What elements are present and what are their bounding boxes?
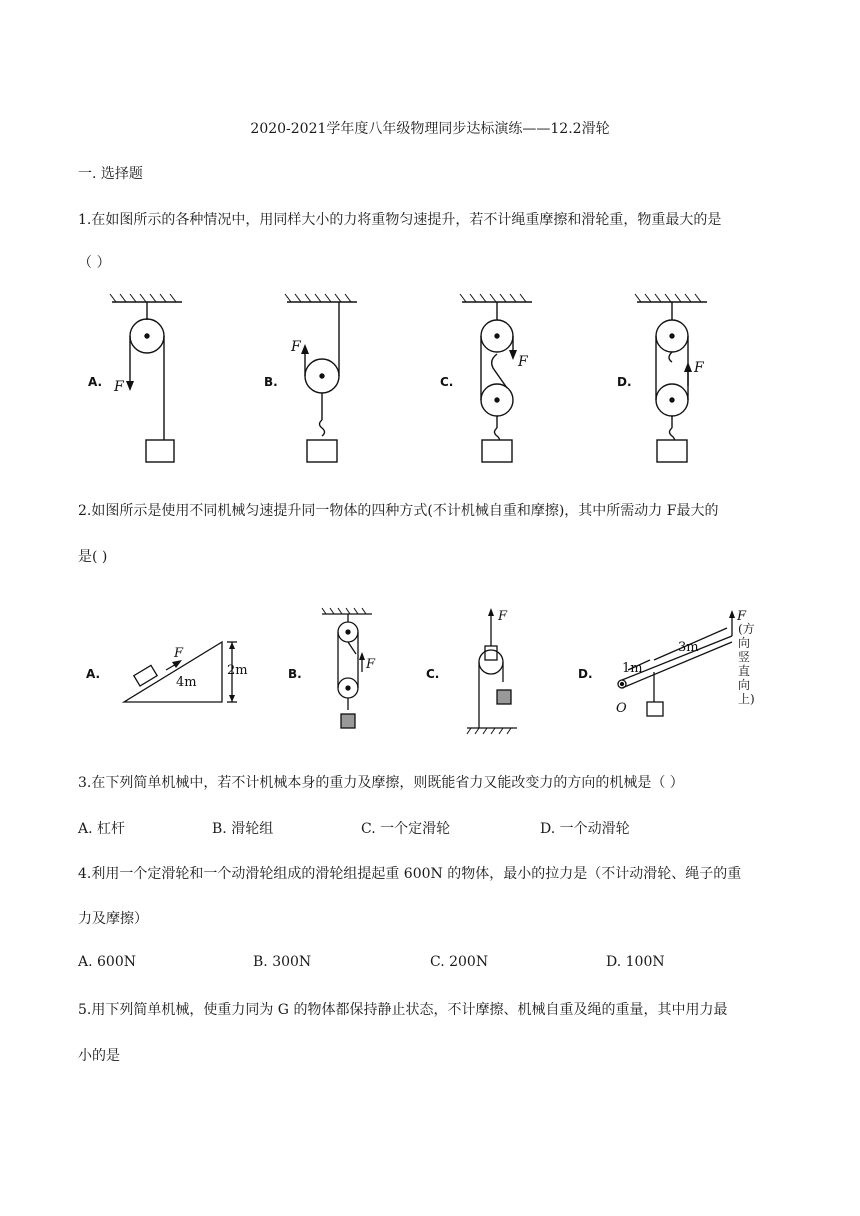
q2-incline-length: 4m [176, 675, 197, 690]
q2-text-line1: 2.如图所示是使用不同机械匀速提升同一物体的四种方式(不计机械自重和摩擦)，其中所需动力 F最大的 [78, 503, 719, 519]
q1-figure-svg [82, 290, 722, 470]
q1-force-a: F [114, 379, 124, 395]
q2-direction-note: (方向竖直向上) [738, 622, 755, 706]
q1-pulley-d [635, 294, 707, 462]
q5-text-line1: 5.用下列简单机械，使重力同为 G 的物体都保持静止状态，不计摩擦、机械自重及绳的重量，其中用力最 [78, 1002, 728, 1018]
q1-label-b: B. [264, 375, 278, 389]
q3-text: 3.在下列简单机械中，若不计机械本身的重力及摩擦，则既能省力又能改变力的方向的机械是（ ） [78, 775, 684, 791]
q2-force-a: F [174, 646, 184, 661]
q1-figure [82, 290, 722, 470]
q2-force-d: F [737, 609, 747, 624]
q2-force-c: F [498, 609, 508, 624]
q4-text-line1: 4.利用一个定滑轮和一个动滑轮组成的滑轮组提起重 600N 的物体，最小的拉力是（不计动滑轮、绳子的重 [78, 866, 742, 882]
q1-label-a: A. [88, 375, 103, 389]
q2-pulley-b [322, 608, 372, 728]
q4-option-a: A. 600N [78, 954, 136, 970]
section-heading: 一. 选择题 [78, 166, 143, 182]
q1-force-c: F [518, 354, 528, 370]
q2-lever-long: 3m [678, 640, 699, 655]
q3-option-c: C. 一个定滑轮 [361, 821, 451, 837]
q2-figure-svg [82, 602, 772, 742]
q1-text-line2: （ ） [78, 255, 111, 271]
q5-text-line2: 小的是 [78, 1048, 120, 1064]
q1-label-c: C. [440, 375, 454, 389]
q3-option-a: A. 杠杆 [78, 821, 126, 837]
q1-pulley-a [110, 294, 182, 462]
q2-lever-short: 1m [622, 661, 643, 676]
q2-force-b: F [366, 657, 376, 672]
q2-pulley-c [467, 608, 517, 734]
q2-label-c: C. [426, 667, 440, 681]
q4-option-b: B. 300N [253, 954, 312, 970]
q2-figure [82, 602, 772, 742]
q2-incline-height: 2m [227, 663, 248, 678]
q1-text-line1: 1.在如图所示的各种情况中，用同样大小的力将重物匀速提升，若不计绳重摩擦和滑轮重，物重最大的是 [78, 212, 722, 228]
q2-text-line2: 是( ) [78, 549, 108, 565]
q4-text-line2: 力及摩擦） [78, 911, 148, 927]
q2-label-a: A. [86, 667, 101, 681]
document-title: 2020-2021学年度八年级物理同步达标演练——12.2滑轮 [250, 121, 610, 137]
q2-pivot-label: O [616, 701, 627, 716]
q2-label-d: D. [578, 667, 593, 681]
q1-force-d: F [694, 360, 704, 376]
q3-option-b: B. 滑轮组 [212, 821, 274, 837]
q1-label-d: D. [617, 375, 632, 389]
q3-option-d: D. 一个动滑轮 [540, 821, 630, 837]
q4-option-d: D. 100N [606, 954, 665, 970]
q1-pulley-b [285, 294, 357, 462]
q4-option-c: C. 200N [430, 954, 489, 970]
q1-force-b: F [291, 339, 301, 355]
q1-pulley-c [460, 294, 532, 462]
q2-label-b: B. [288, 667, 302, 681]
